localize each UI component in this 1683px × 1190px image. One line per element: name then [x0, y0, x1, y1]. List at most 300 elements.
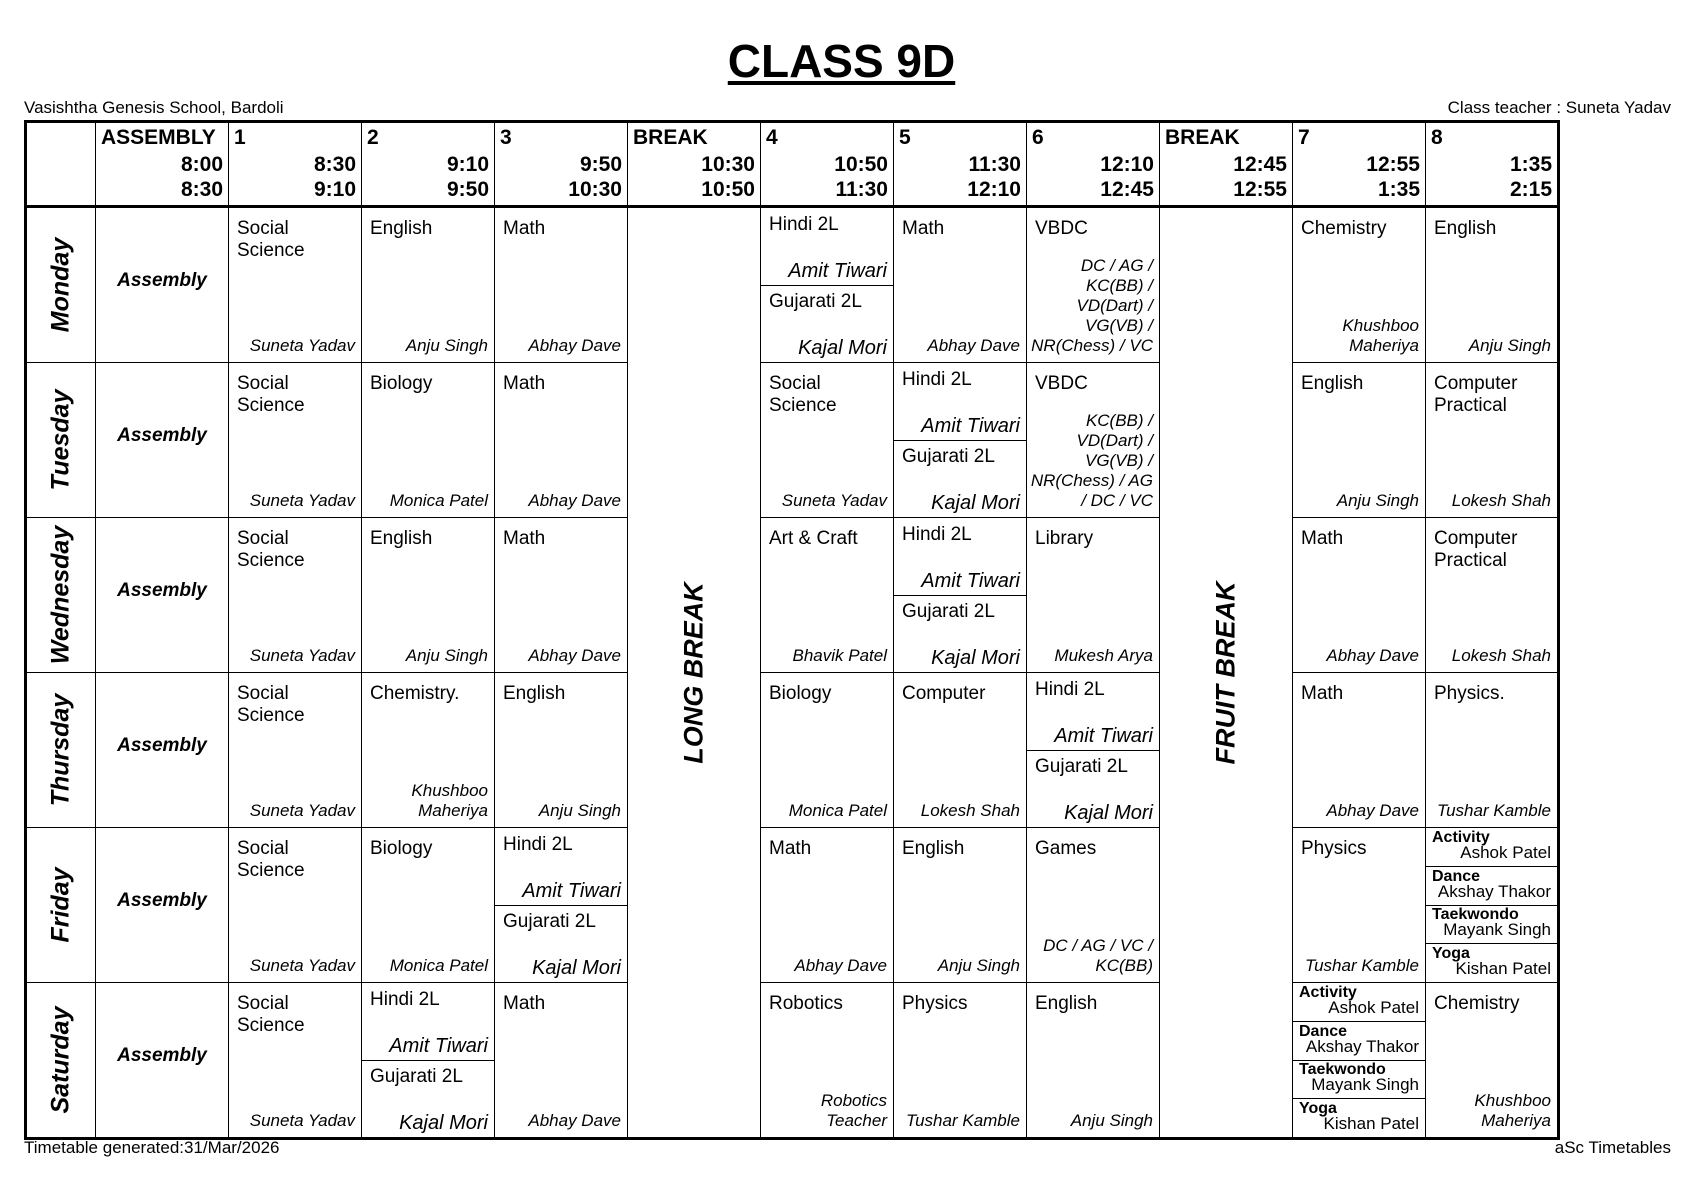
language-split-cell[interactable]	[894, 363, 1027, 518]
lesson-cell[interactable]	[1293, 673, 1426, 828]
lesson-box	[1027, 828, 1159, 982]
header-row	[26, 122, 1559, 207]
period-header-box	[229, 123, 361, 205]
lesson-cell[interactable]	[1426, 983, 1559, 1139]
activity-split-cell[interactable]	[1293, 983, 1426, 1139]
lesson-box	[1426, 518, 1557, 672]
lesson-subject: Social Science	[237, 838, 305, 881]
lesson-cell[interactable]	[229, 363, 362, 518]
lesson-box	[761, 363, 893, 517]
lesson-subject: English	[370, 528, 433, 549]
lesson-subject: English	[370, 218, 433, 239]
lesson-subject: Hindi 2L	[769, 214, 839, 235]
activity-teacher: Kishan Patel	[1455, 958, 1551, 978]
lesson-teacher: Suneta Yadav	[249, 491, 355, 510]
gujarati-group[interactable]	[1027, 750, 1159, 827]
lesson-cell[interactable]	[894, 983, 1027, 1139]
language-split-cell[interactable]	[362, 983, 495, 1139]
lesson-box	[362, 673, 494, 827]
lesson-box	[362, 828, 494, 982]
period-start: 12:10	[1100, 153, 1154, 176]
period-end: 2:15	[1509, 178, 1552, 201]
lesson-box	[229, 983, 361, 1137]
lesson-cell[interactable]	[761, 983, 894, 1139]
lesson-subject: English	[902, 838, 965, 859]
period-header	[894, 122, 1027, 207]
lesson-cell[interactable]	[1027, 828, 1160, 983]
lesson-subject: Gujarati 2L	[503, 911, 596, 932]
lesson-cell[interactable]	[1293, 518, 1426, 673]
gujarati-group[interactable]	[894, 440, 1026, 517]
lesson-cell[interactable]	[1426, 207, 1559, 363]
lesson-box	[894, 673, 1026, 827]
lesson-subject: Gujarati 2L	[902, 601, 995, 622]
lesson-cell[interactable]	[894, 673, 1027, 828]
period-header	[229, 122, 362, 207]
gujarati-group[interactable]	[761, 285, 893, 362]
day-row	[26, 518, 1559, 673]
gujarati-group[interactable]	[894, 595, 1026, 672]
activity-group[interactable]	[1426, 944, 1557, 982]
lesson-cell[interactable]	[229, 207, 362, 363]
lesson-cell[interactable]	[495, 673, 628, 828]
period-header-box	[1027, 123, 1159, 205]
lesson-teacher: Abhay Dave	[528, 646, 621, 665]
lesson-subject: Math	[902, 218, 945, 239]
lesson-teacher: Amit Tiwari	[1054, 725, 1153, 747]
activity-name: Activity	[1299, 984, 1357, 1001]
lesson-teacher: KC(BB) / VD(Dart) / VG(VB) / NR(Chess) / AG / DC / VC	[1030, 411, 1153, 510]
hindi-group[interactable]	[362, 983, 494, 1061]
lesson-box	[1426, 983, 1557, 1137]
lesson-box	[894, 208, 1026, 362]
lesson-box	[1426, 363, 1557, 517]
day-box	[27, 983, 95, 1137]
lesson-box	[1293, 208, 1425, 362]
lesson-subject: Gujarati 2L	[370, 1066, 463, 1087]
day-row	[26, 673, 1559, 828]
lesson-subject: VBDC	[1035, 218, 1088, 239]
lesson-cell[interactable]	[362, 207, 495, 363]
period-header-box	[894, 123, 1026, 205]
lesson-subject: Chemistry.	[370, 683, 460, 704]
page-title: CLASS 9D	[727, 35, 956, 87]
assembly-cell	[96, 207, 229, 363]
split-box	[495, 828, 627, 982]
period-end: 12:10	[967, 178, 1021, 201]
lesson-cell[interactable]	[1293, 828, 1426, 983]
lesson-box	[362, 518, 494, 672]
hindi-group[interactable]	[1027, 673, 1159, 751]
period-name: 4	[766, 126, 778, 149]
lesson-cell[interactable]	[761, 518, 894, 673]
lesson-cell[interactable]	[761, 673, 894, 828]
hindi-group[interactable]	[761, 208, 893, 286]
day-label: Wednesday	[46, 525, 75, 665]
lesson-cell[interactable]	[362, 828, 495, 983]
day-row	[26, 363, 1559, 518]
activity-name: Taekwondo	[1432, 906, 1519, 923]
lesson-box	[495, 983, 627, 1137]
lesson-cell[interactable]	[894, 207, 1027, 363]
lesson-teacher: Lokesh Shah	[1451, 646, 1551, 665]
lesson-subject: VBDC	[1035, 373, 1088, 394]
lesson-teacher: Kajal Mori	[931, 647, 1020, 669]
lesson-subject: Biology	[370, 838, 433, 859]
lesson-teacher: Lokesh Shah	[1451, 491, 1551, 510]
lesson-teacher: Anju Singh	[937, 956, 1020, 975]
period-start: 11:30	[968, 153, 1021, 176]
lesson-cell[interactable]	[362, 673, 495, 828]
lesson-box	[1426, 673, 1557, 827]
period-name: 7	[1298, 126, 1310, 149]
hindi-group[interactable]	[894, 363, 1026, 441]
day-cell	[26, 363, 96, 518]
split-box	[362, 983, 494, 1137]
lesson-subject: Gujarati 2L	[902, 446, 995, 467]
day-label: Thursday	[46, 693, 75, 807]
lesson-teacher: Anju Singh	[405, 646, 488, 665]
activity-group[interactable]	[1293, 1022, 1425, 1061]
day-box	[27, 673, 95, 827]
lesson-box	[362, 208, 494, 362]
lesson-subject: Math	[1301, 683, 1344, 704]
lesson-cell[interactable]	[761, 363, 894, 518]
language-split-cell[interactable]	[1027, 673, 1160, 828]
period-header	[628, 122, 761, 207]
day-label: Friday	[46, 867, 75, 943]
period-name: BREAK	[1165, 126, 1240, 149]
activity-group[interactable]	[1293, 1099, 1425, 1137]
period-end: 10:50	[701, 178, 755, 201]
lesson-cell[interactable]	[495, 518, 628, 673]
lesson-cell[interactable]	[761, 828, 894, 983]
assembly-label: Assembly	[117, 270, 207, 291]
lesson-teacher: Monica Patel	[788, 801, 887, 820]
period-header-box	[1293, 123, 1425, 205]
lesson-teacher: Suneta Yadav	[249, 956, 355, 975]
activity-teacher: Akshay Thakor	[1305, 1036, 1419, 1056]
period-start: 12:45	[1233, 153, 1287, 176]
period-end: 11:30	[835, 178, 888, 201]
lesson-box	[894, 983, 1026, 1137]
assembly-label: Assembly	[117, 735, 207, 756]
lesson-teacher: Suneta Yadav	[781, 491, 887, 510]
lesson-cell[interactable]	[362, 363, 495, 518]
activity-teacher: Ashok Patel	[1460, 843, 1551, 862]
lesson-subject: Hindi 2L	[902, 369, 972, 390]
assembly-label: Assembly	[117, 580, 207, 601]
lesson-teacher: Amit Tiwari	[921, 415, 1020, 437]
period-end: 9:10	[313, 178, 356, 201]
lesson-subject: Physics	[1301, 838, 1367, 859]
lesson-teacher: Anju Singh	[1468, 336, 1551, 355]
lesson-teacher: Monica Patel	[389, 956, 488, 975]
lesson-subject: Gujarati 2L	[1035, 756, 1128, 777]
lesson-cell[interactable]	[495, 363, 628, 518]
period-header-box	[1426, 123, 1557, 205]
lesson-teacher: Tushar Kamble	[1304, 956, 1419, 975]
quad-box	[1426, 828, 1557, 982]
quad-box	[1293, 983, 1425, 1137]
software-credit: aSc Timetables	[1554, 1138, 1671, 1157]
language-split-cell[interactable]	[894, 518, 1027, 673]
lesson-teacher: Abhay Dave	[1326, 801, 1419, 820]
hindi-group[interactable]	[495, 828, 627, 906]
activity-teacher: Kishan Patel	[1323, 1113, 1419, 1133]
activity-teacher: Mayank Singh	[1443, 920, 1551, 939]
day-box	[27, 828, 95, 982]
lesson-subject: English	[1434, 218, 1497, 239]
activity-group[interactable]	[1426, 828, 1557, 867]
activity-name: Yoga	[1299, 1099, 1337, 1117]
lesson-cell[interactable]	[1426, 673, 1559, 828]
lesson-subject: Physics.	[1434, 683, 1505, 704]
lesson-teacher: Anju Singh	[538, 801, 621, 820]
day-box	[27, 363, 95, 517]
period-name: BREAK	[633, 126, 708, 149]
lesson-teacher: Kajal Mori	[1064, 802, 1153, 824]
lesson-box	[229, 363, 361, 517]
lesson-subject: Social Science	[237, 993, 305, 1036]
lesson-box	[1027, 983, 1159, 1137]
lesson-box	[1293, 363, 1425, 517]
lesson-teacher: Kajal Mori	[399, 1112, 488, 1134]
lesson-subject: Computer Practical	[1434, 373, 1518, 416]
lesson-subject: Art & Craft	[769, 528, 858, 549]
lesson-box	[229, 208, 361, 362]
lesson-subject: Math	[769, 838, 812, 859]
lesson-cell[interactable]	[229, 828, 362, 983]
lesson-teacher: Monica Patel	[389, 491, 488, 510]
assembly-label: Assembly	[117, 425, 207, 446]
day-label: Saturday	[46, 1006, 75, 1114]
gujarati-group[interactable]	[495, 905, 627, 982]
lesson-teacher: Abhay Dave	[528, 336, 621, 355]
activity-teacher: Akshay Thakor	[1437, 881, 1551, 901]
lesson-teacher: Khushboo Maheriya	[1342, 316, 1419, 355]
period-name: 8	[1431, 126, 1443, 149]
lesson-box	[761, 828, 893, 982]
long-break-label: LONG BREAK	[678, 581, 709, 764]
assembly-box	[96, 208, 228, 362]
lesson-teacher: DC / AG / KC(BB) / VD(Dart) / VG(VB) / NR(Chess) / VC	[1031, 256, 1153, 355]
period-header-box	[761, 123, 893, 205]
assembly-label: Assembly	[117, 890, 207, 911]
lesson-cell[interactable]	[229, 673, 362, 828]
lesson-cell[interactable]	[1027, 518, 1160, 673]
lesson-teacher: Mukesh Arya	[1054, 646, 1153, 665]
period-header-box	[495, 123, 627, 205]
period-start: 12:55	[1366, 153, 1420, 176]
period-start: 10:50	[834, 153, 888, 176]
lesson-box	[495, 363, 627, 517]
period-header	[495, 122, 628, 207]
language-split-cell[interactable]	[761, 207, 894, 363]
period-header	[362, 122, 495, 207]
assembly-box	[96, 518, 228, 672]
lesson-subject: Hindi 2L	[902, 524, 972, 545]
language-split-cell[interactable]	[495, 828, 628, 983]
assembly-box	[96, 673, 228, 827]
class-teacher: Class teacher : Suneta Yadav	[1447, 98, 1671, 117]
day-label: Tuesday	[46, 389, 75, 491]
day-box	[27, 208, 95, 362]
fruit-break-label: FRUIT BREAK	[1210, 581, 1241, 764]
lesson-subject: English	[1301, 373, 1364, 394]
period-end: 12:45	[1100, 178, 1154, 201]
lesson-subject: English	[503, 683, 566, 704]
lesson-box	[1027, 363, 1159, 517]
day-box	[27, 518, 95, 672]
split-box	[1027, 673, 1159, 827]
lesson-subject: Social Science	[237, 373, 305, 416]
assembly-cell	[96, 363, 229, 518]
day-row	[26, 983, 1559, 1139]
lesson-box	[229, 518, 361, 672]
lesson-subject: Hindi 2L	[370, 989, 440, 1010]
lesson-subject: Chemistry	[1434, 993, 1520, 1014]
lesson-subject: Math	[503, 528, 546, 549]
generated-date: Timetable generated:31/Mar/2026	[24, 1138, 280, 1157]
assembly-cell	[96, 518, 229, 673]
assembly-cell	[96, 673, 229, 828]
activity-name: Dance	[1432, 867, 1481, 885]
period-name: 1	[234, 126, 246, 149]
lesson-teacher: Suneta Yadav	[249, 646, 355, 665]
lesson-cell[interactable]	[1027, 207, 1160, 363]
school-name: Vasishtha Genesis School, Bardoli	[24, 98, 284, 117]
lesson-box	[495, 208, 627, 362]
lesson-box	[362, 363, 494, 517]
period-name: 2	[367, 126, 379, 149]
lesson-box	[894, 828, 1026, 982]
lesson-teacher: Kajal Mori	[532, 957, 621, 979]
lesson-teacher: Amit Tiwari	[921, 570, 1020, 592]
assembly-cell	[96, 983, 229, 1139]
period-end: 9:50	[446, 178, 489, 201]
lesson-teacher: Suneta Yadav	[249, 801, 355, 820]
corner-cell	[26, 122, 96, 207]
lesson-teacher: Amit Tiwari	[389, 1035, 488, 1057]
lesson-cell[interactable]	[495, 983, 628, 1139]
lesson-subject: Computer	[902, 683, 986, 704]
gujarati-group[interactable]	[362, 1060, 494, 1137]
period-header	[1027, 122, 1160, 207]
activity-group[interactable]	[1293, 983, 1425, 1022]
lesson-cell[interactable]	[495, 207, 628, 363]
assembly-box	[96, 363, 228, 517]
period-start: 8:00	[180, 153, 223, 176]
lesson-teacher: Robotics Teacher	[820, 1091, 887, 1130]
lesson-teacher: Abhay Dave	[528, 1111, 621, 1130]
day-label: Monday	[46, 237, 75, 333]
lesson-teacher: Kajal Mori	[798, 337, 887, 359]
period-name: 6	[1032, 126, 1044, 149]
lesson-box	[1293, 828, 1425, 982]
lesson-subject: Chemistry	[1301, 218, 1387, 239]
lesson-teacher: Suneta Yadav	[249, 336, 355, 355]
period-header-box	[96, 123, 228, 205]
assembly-box	[96, 983, 228, 1137]
period-header	[1160, 122, 1293, 207]
day-cell	[26, 518, 96, 673]
lesson-box	[1293, 518, 1425, 672]
lesson-box	[495, 518, 627, 672]
activity-name: Taekwondo	[1299, 1061, 1386, 1078]
lesson-subject: Social Science	[237, 528, 305, 571]
lesson-cell[interactable]	[229, 983, 362, 1139]
lesson-cell[interactable]	[1027, 983, 1160, 1139]
period-start: 9:10	[446, 153, 489, 176]
lesson-subject: Biology	[769, 683, 832, 704]
activity-group[interactable]	[1426, 867, 1557, 906]
lesson-subject: Gujarati 2L	[769, 291, 862, 312]
period-end: 12:55	[1233, 178, 1287, 201]
period-start: 10:30	[701, 153, 755, 176]
lesson-teacher: Tushar Kamble	[905, 1111, 1020, 1130]
lesson-box	[761, 673, 893, 827]
activity-group[interactable]	[1426, 905, 1557, 944]
lesson-teacher: Bhavik Patel	[792, 646, 887, 665]
hindi-group[interactable]	[894, 518, 1026, 596]
period-header	[1293, 122, 1426, 207]
lesson-cell[interactable]	[1426, 518, 1559, 673]
activity-group[interactable]	[1293, 1060, 1425, 1099]
day-cell	[26, 673, 96, 828]
period-start: 8:30	[313, 153, 356, 176]
lesson-teacher: Khushboo Maheriya	[1474, 1091, 1551, 1130]
lesson-cell[interactable]	[894, 828, 1027, 983]
lesson-cell[interactable]	[362, 518, 495, 673]
lesson-subject: Library	[1035, 528, 1094, 549]
period-header	[96, 122, 229, 207]
lesson-cell[interactable]	[229, 518, 362, 673]
period-name: 5	[899, 126, 911, 149]
split-box	[894, 518, 1026, 672]
day-cell	[26, 828, 96, 983]
fruit-break-cell	[1160, 207, 1293, 1139]
lesson-subject: Robotics	[769, 993, 843, 1014]
lesson-subject: Physics	[902, 993, 968, 1014]
long-break-cell	[628, 207, 761, 1139]
lesson-teacher: Tushar Kamble	[1436, 801, 1551, 820]
lesson-cell[interactable]	[1293, 363, 1426, 518]
lesson-box	[1027, 518, 1159, 672]
activity-split-cell[interactable]	[1426, 828, 1559, 983]
lesson-cell[interactable]	[1027, 363, 1160, 518]
lesson-teacher: Abhay Dave	[794, 956, 887, 975]
lesson-cell[interactable]	[1426, 363, 1559, 518]
lesson-subject: Hindi 2L	[503, 834, 573, 855]
lesson-cell[interactable]	[1293, 207, 1426, 363]
activity-teacher: Ashok Patel	[1328, 998, 1419, 1017]
lesson-box	[1293, 673, 1425, 827]
lesson-subject: Math	[503, 373, 546, 394]
lesson-teacher: Khushboo Maheriya	[411, 781, 488, 820]
period-start: 9:50	[579, 153, 622, 176]
period-end: 10:30	[568, 178, 622, 201]
lesson-box	[495, 673, 627, 827]
lesson-box	[229, 673, 361, 827]
lesson-teacher: Anju Singh	[405, 336, 488, 355]
assembly-label: Assembly	[117, 1045, 207, 1066]
lesson-teacher: DC / AG / VC / KC(BB)	[1043, 936, 1153, 975]
lesson-teacher: Abhay Dave	[1326, 646, 1419, 665]
lesson-box	[229, 828, 361, 982]
activity-name: Activity	[1432, 829, 1490, 846]
day-row	[26, 207, 1559, 363]
